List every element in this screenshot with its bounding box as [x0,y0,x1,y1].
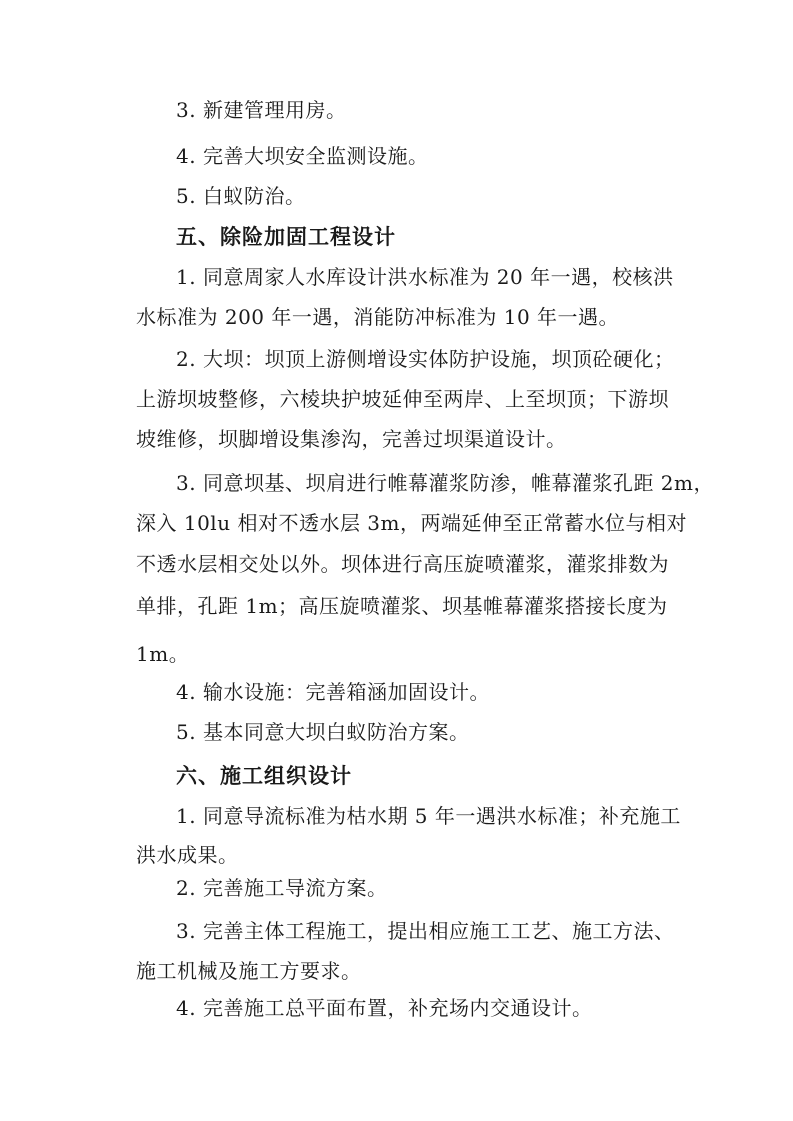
paragraph-line: 水标准为 200 年一遇，消能防冲标准为 10 年一遇。 [136,305,620,329]
paragraph-line: 4. 完善施工总平面布置，补充场内交通设计。 [176,996,593,1020]
paragraph-line: 1. 同意导流标准为枯水期 5 年一遇洪水标准；补充施工 [176,804,681,828]
list-item: 4. 完善大坝安全监测设施。 [176,144,429,168]
paragraph-line: 洪水成果。 [136,843,239,867]
paragraph-line: 1. 同意周家人水库设计洪水标准为 20 年一遇，校核洪 [176,265,674,289]
paragraph-line: 3. 完善主体工程施工，提出相应施工工艺、施工方法、 [176,919,675,943]
paragraph-line: 不透水层相交处以外。坝体进行高压旋喷灌浆，灌浆排数为 [136,552,669,576]
list-item: 5. 白蚁防治。 [176,184,306,208]
paragraph-line: 2. 完善施工导流方案。 [176,876,388,900]
paragraph-line: 5. 基本同意大坝白蚁防治方案。 [176,720,470,744]
paragraph-line: 上游坝坡整修，六棱块护坡延伸至两岸、上至坝顶；下游坝 [136,387,669,411]
section-heading: 六、施工组织设计 [176,764,352,788]
paragraph-line: 单排，孔距 1m；高压旋喷灌浆、坝基帷幕灌浆搭接长度为 [136,594,668,618]
paragraph-line: 1m。 [136,642,190,666]
list-item: 3. 新建管理用房。 [176,98,347,122]
paragraph-line: 施工机械及施工方要求。 [136,959,362,983]
paragraph-line: 3. 同意坝基、坝肩进行帷幕灌浆防渗，帷幕灌浆孔距 2m， [176,471,714,495]
paragraph-line: 深入 10lu 相对不透水层 3m，两端延伸至正常蓄水位与相对 [136,511,687,535]
paragraph-line: 坡维修，坝脚增设集渗沟，完善过坝渠道设计。 [136,427,567,451]
section-heading: 五、除险加固工程设计 [176,225,396,249]
paragraph-line: 2. 大坝：坝顶上游侧增设实体防护设施，坝顶砼硬化； [176,347,675,371]
paragraph-line: 4. 输水设施：完善箱涵加固设计。 [176,680,490,704]
